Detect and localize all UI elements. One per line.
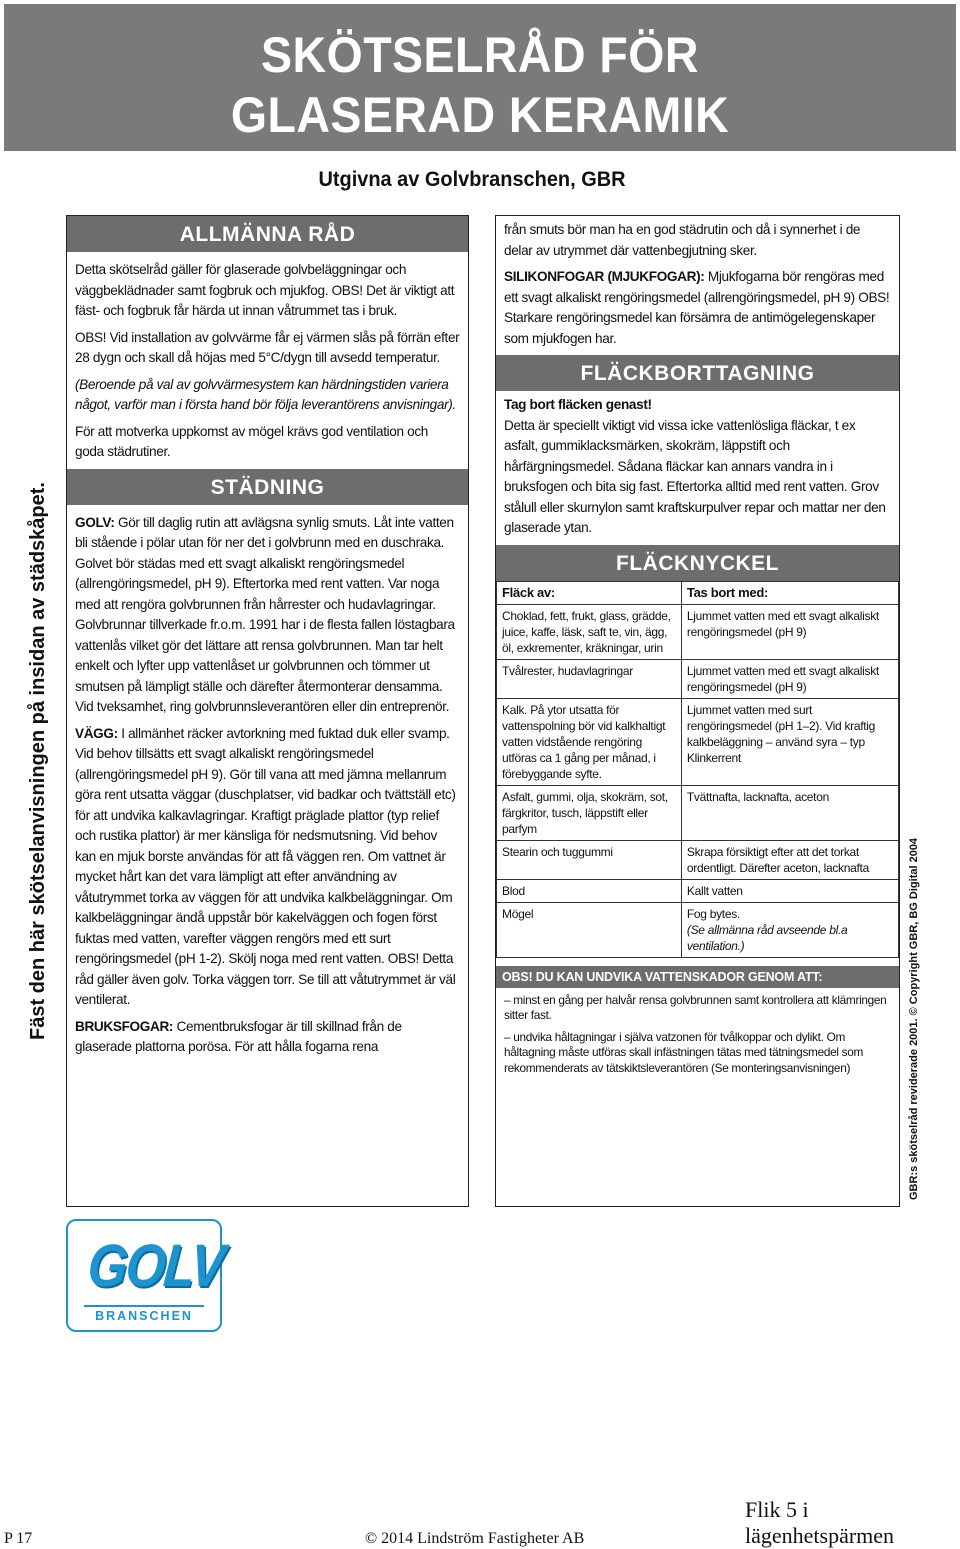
stadning-golv [75, 513, 460, 718]
table-row [497, 879, 899, 902]
allmanna-p4: För att motverka uppkomst av mögel krävs god ventilation och goda städrutiner. [75, 423, 429, 459]
flack-body: Detta är speciellt viktigt vid vissa icke vattenlösliga fläckar, t ex asfalt, gummiklacksmärken, skokräm, läppstift och hårfärgningsmedel. Sådana fläckar kan annars vandra in i bruksfogen och bita sig fast. Eftertorka alltid med rent vatten. Grov stålull eller skurnylon samt kraftskurpulver repar och mattar ner den glaserade ytan. [504, 417, 886, 535]
bruksfogar-label: BRUKSFOGAR: [75, 1018, 174, 1034]
remedy-note: (Se allmänna råd avseende bl.a ventilation.) [686, 922, 848, 953]
remedy-cell: Kallt vatten [681, 879, 898, 902]
silikonfogar-p [504, 267, 891, 349]
obs-item-2: – undvika håltagningar i själva vatzonen för tvålkoppar och dylikt. Om håltagning måste utföras skall infästningen tätas med tätningsmedel som rekommenderats av tätskiktsleverantören (Se monteringsanvisningen) [504, 1029, 864, 1075]
col-header-stain: Fläck av: [497, 581, 682, 604]
silikonfogar-label: SILIKONFOGAR (MJUKFOGAR): [504, 269, 705, 284]
flackborttagning-text [496, 391, 899, 539]
logo-wordmark: GOLV [85, 1232, 226, 1299]
remedy-text: Fog bytes. [686, 906, 740, 921]
side-note-right: GBR:s skötselråd reviderade 2001. © Copyright GBR, BG Digital 2004 [908, 837, 920, 1200]
remedy-cell: Ljummet vatten med ett svagt alkaliskt rengöringsmedel (pH 9) [681, 604, 898, 659]
footer-copyright: © 2014 Lindström Fastigheter AB [365, 1530, 585, 1547]
continued-text [496, 216, 899, 349]
table-row [497, 785, 899, 840]
continued-p: från smuts bör man ha en god städrutin och då i synnerhet i de delar av utrymmet där vattenbegjutning sker. [504, 222, 861, 258]
logo-subtext: BRANSCHEN [84, 1305, 204, 1323]
stain-cell: Choklad, fett, frukt, glass, grädde, juice, kaffe, läsk, saft te, vin, ägg, öl, exkrementer, kräkningar, urin [497, 604, 682, 659]
heading-stadning: STÄDNING [67, 469, 468, 505]
publisher-subtitle: Utgivna av Golvbranschen, GBR [318, 168, 626, 191]
remedy-cell: Skrapa försiktigt efter att det torkat ordentligt. Därefter aceton, lacknafta [681, 840, 898, 879]
side-note-left: Fäst den här skötselanvisningen på insidan av städskåpet. [27, 482, 49, 1040]
stain-cell: Tvålrester, hudavlagringar [497, 659, 682, 698]
table-row [497, 604, 899, 659]
golv-label: GOLV: [75, 514, 115, 530]
footer-tab-label: Flik 5 i lägenhetspärmen [745, 1497, 895, 1548]
title-line-2: GLASERAD KERAMIK [230, 87, 730, 143]
allmanna-p1: Detta skötselråd gäller för glaserade golvbeläggningar och väggbeklädnader samt fogbruk och mjukfog. OBS! Det är viktigt att fäst- och fogbruk får härda ut innan våtrummet tas i bruk. [75, 262, 455, 318]
remedy-cell: Tvättnafta, lacknafta, aceton [681, 785, 898, 840]
table-header-row [497, 581, 899, 604]
vagg-label: VÄGG: [75, 725, 118, 741]
stain-cell: Stearin och tuggummi [497, 840, 682, 879]
table-row [497, 659, 899, 698]
heading-flackborttagning: FLÄCKBORTTAGNING [496, 355, 899, 391]
title-line-1: SKÖTSELRÅD FÖR [261, 27, 699, 83]
stain-key-table [496, 581, 899, 958]
title-banner [4, 4, 956, 151]
table-row [497, 902, 899, 957]
obs-item-1: – minst en gång per halvår rensa golvbrunnen samt kontrollera att klämringen sitter fast. [504, 992, 887, 1022]
page-number: P 17 [4, 1530, 33, 1547]
left-column [66, 215, 469, 1207]
stain-cell: Kalk. På ytor utsatta för vattenspolning bör vid kalkhaltigt vatten vidstående rengöring utföras ca 1 gång per månad, i förebyggande syfte. [497, 698, 682, 785]
remedy-cell [681, 902, 898, 957]
right-column [495, 215, 900, 1207]
golvbranschen-logo [66, 1219, 226, 1332]
allmanna-rad-text [67, 252, 468, 463]
table-row [497, 698, 899, 785]
remedy-cell: Ljummet vatten med ett svagt alkaliskt rengöringsmedel (pH 9) [681, 659, 898, 698]
golv-text: Gör till daglig rutin att avlägsna synlig smuts. Låt inte vatten bli stående i pölar utan för ner det i golvbrunn med en duschraka. Golvet bör städas med ett svagt alkaliskt rengöringsmedel (allrengöringsmedel, pH 9). Eftertorka med rent vatten. Var noga med att rengöra golvbrunnen från hårrester och hudavlagringar. Golvbrunnar tillverkade fr.o.m. 1991 har i de flesta fallen löstagbara vattenlås vilket gör det lättare att rensa golvbrunnen. Man tar helt enkelt och lyfter upp vattenlåset ur golvbrunnen och tömmer ut smutsen på lämpligt ställe och därefter återmonterar densamma. Vid tveksamhet, ring golvbrunnsleverantören eller din entreprenör. [75, 514, 455, 714]
stadning-text [67, 505, 468, 1058]
bruksfogar-text: Cementbruksfogar är till skillnad från de glaserade plattorna porösa. För att hålla fogarna rena [75, 1018, 402, 1054]
heading-allmanna-rad: ALLMÄNNA RÅD [67, 216, 468, 252]
stadning-bruksfogar [75, 1017, 460, 1058]
vagg-text: I allmänhet räcker avtorkning med fuktad duk eller svamp. Vid behov tillsätts ett svagt alkaliskt rengöringsmedel (allrengöringsmedel pH 9). Gör till vana att med jämna mellanrum göra rent utsatta väggar (duschplatser, vid badkar och tvättställ etc) för att undvika kalkavlagringar. Kraftigt präglade plattor (typ relief och rustika plattor) är mer känsliga för nedsmutsning. Vid behov kan en mjuk borste användas för att få väggen ren. Om vattnet är mycket hårt kan det vara lämpligt att efter användning av våtutrymmet torka av väggen för att undvika kalkbeläggningar. Om kalkbeläggningar ändå uppstår bör kakelväggen och fogen först fuktas med vatten, varefter väggen rengörs med ett surt rengöringsmedel (pH 1-2). Skölj noga med rent vatten. OBS! Detta råd gäller även golv. Torka väggen torr. Se till att våtutrymmet är väl ventilerat. [75, 725, 456, 1007]
stain-cell: Mögel [497, 902, 682, 957]
stadning-vagg [75, 724, 460, 1011]
col-header-remedy: Tas bort med: [681, 581, 898, 604]
allmanna-p3: (Beroende på val av golvvärmesystem kan härdningstiden variera något, varför man i första hand bör följa leverantörens anvisningar). [75, 376, 456, 412]
stain-cell: Blod [497, 879, 682, 902]
silikonfogar-text: Mjukfogarna bör rengöras med ett svagt alkaliskt rengöringsmedel (allrengöringsmedel, pH 9) OBS! Starkare rengöringsmedel kan försämra de antimögelegenskaper som mjukfogen har. [504, 269, 890, 346]
table-row [497, 840, 899, 879]
stain-cell: Asfalt, gummi, olja, skokräm, sot, färgkritor, tusch, läppstift eller parfym [497, 785, 682, 840]
obs-heading: OBS! DU KAN UNDVIKA VATTENSKADOR GENOM ATT: [496, 966, 899, 988]
flack-block [504, 395, 891, 539]
heading-flacknyckel: FLÄCKNYCKEL [496, 545, 899, 581]
flack-lead: Tag bort fläcken genast! [504, 397, 652, 412]
allmanna-p2: OBS! Vid installation av golvvärme får ej värmen slås på förrän efter 28 dygn och skall då höjas med 5°C/dygn till avsedd temperatur. [75, 329, 460, 365]
remedy-cell: Ljummet vatten med surt rengöringsmedel (pH 1–2). Vid kraftig kalkbeläggning – använd syra – typ Klinkerrent [681, 698, 898, 785]
